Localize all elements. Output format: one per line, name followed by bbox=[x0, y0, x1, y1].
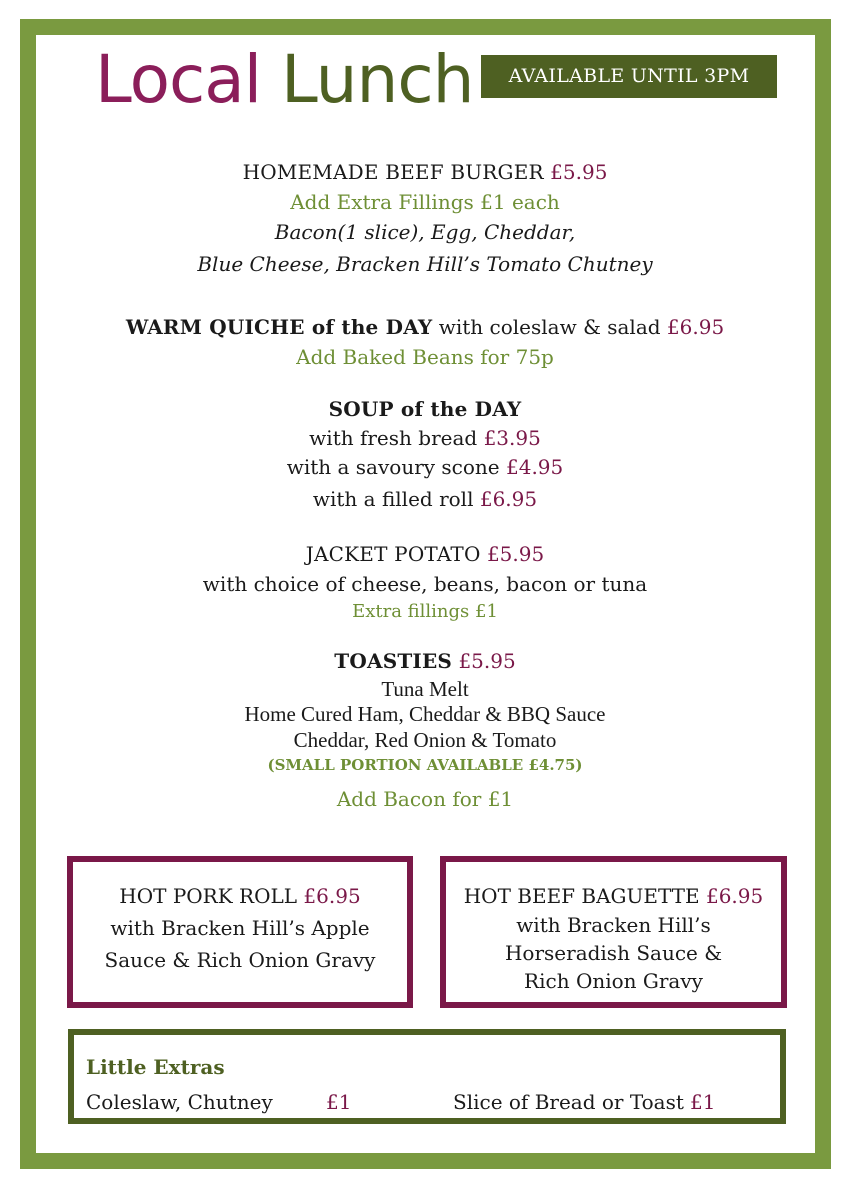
menu-title bbox=[95, 40, 473, 120]
beef-baguette-box bbox=[440, 856, 787, 1008]
burger-fillings-line1: Bacon(1 slice), Egg, Cheddar, bbox=[274, 220, 576, 244]
beef-baguette-name: HOT BEEF BAGUETTE bbox=[463, 884, 700, 908]
extra-item-2-name: Slice of Bread or Toast bbox=[453, 1090, 684, 1114]
beef-baguette-line3: Rich Onion Gravy bbox=[524, 969, 703, 993]
pork-roll-box bbox=[67, 856, 413, 1008]
extra-item-1-price: £1 bbox=[326, 1090, 352, 1114]
title-word-local: Local bbox=[95, 41, 262, 118]
extra-item-2-price: £1 bbox=[690, 1090, 716, 1114]
soup-option-desc: with a filled roll bbox=[312, 487, 474, 511]
toasties-name: TOASTIES bbox=[334, 649, 453, 673]
toasties-heading bbox=[40, 649, 810, 673]
pork-roll-line2: Sauce & Rich Onion Gravy bbox=[104, 948, 376, 972]
soup-option-1 bbox=[40, 426, 810, 450]
little-extras-title: Little Extras bbox=[86, 1055, 225, 1079]
toastie-item-1: Tuna Melt bbox=[381, 677, 469, 701]
burger-extras-note: Add Extra Fillings £1 each bbox=[290, 190, 560, 214]
soup-option-desc: with fresh bread bbox=[309, 426, 478, 450]
toastie-item-2: Home Cured Ham, Cheddar & BBQ Sauce bbox=[244, 702, 606, 726]
quiche-desc: with coleslaw & salad bbox=[438, 315, 661, 339]
quiche-extras-note: Add Baked Beans for 75p bbox=[296, 345, 554, 369]
soup-name: SOUP of the DAY bbox=[328, 397, 522, 421]
availability-badge: AVAILABLE UNTIL 3PM bbox=[481, 55, 777, 98]
soup-option-2 bbox=[40, 455, 810, 479]
toasties-small-portion: (SMALL PORTION AVAILABLE £4.75) bbox=[267, 756, 583, 774]
quiche-heading bbox=[40, 315, 810, 339]
toastie-item-3: Cheddar, Red Onion & Tomato bbox=[293, 728, 557, 752]
burger-fillings-line2: Blue Cheese, Bracken Hill’s Tomato Chutney bbox=[197, 252, 653, 276]
jacket-price: £5.95 bbox=[486, 542, 545, 566]
little-extras-box bbox=[68, 1029, 786, 1124]
burger-price: £5.95 bbox=[550, 160, 608, 184]
extra-item-1-name: Coleslaw, Chutney bbox=[86, 1090, 273, 1114]
jacket-extras-note: Extra fillings £1 bbox=[352, 601, 498, 622]
soup-option-price: £4.95 bbox=[506, 455, 564, 479]
pork-roll-price: £6.95 bbox=[303, 884, 361, 908]
quiche-name: WARM QUICHE of the DAY bbox=[125, 315, 433, 339]
quiche-price: £6.95 bbox=[666, 315, 725, 339]
jacket-desc: with choice of cheese, beans, bacon or tuna bbox=[202, 572, 648, 596]
burger-heading bbox=[40, 160, 810, 184]
jacket-heading bbox=[40, 542, 810, 566]
toasties-extras-note: Add Bacon for £1 bbox=[336, 787, 514, 811]
title-word-lunch: Lunch bbox=[281, 41, 474, 118]
beef-baguette-heading bbox=[446, 884, 781, 908]
toasties-price: £5.95 bbox=[458, 649, 516, 673]
soup-option-price: £6.95 bbox=[479, 487, 538, 511]
burger-name: HOMEMADE BEEF BURGER bbox=[242, 160, 544, 184]
soup-option-desc: with a savoury scone bbox=[286, 455, 500, 479]
soup-option-price: £3.95 bbox=[483, 426, 541, 450]
pork-roll-name: HOT PORK ROLL bbox=[119, 884, 298, 908]
jacket-name: JACKET POTATO bbox=[305, 542, 481, 566]
pork-roll-heading bbox=[73, 884, 407, 908]
beef-baguette-price: £6.95 bbox=[705, 884, 764, 908]
pork-roll-line1: with Bracken Hill’s Apple bbox=[110, 916, 370, 940]
soup-option-3 bbox=[40, 487, 810, 511]
beef-baguette-line1: with Bracken Hill’s bbox=[516, 913, 711, 937]
beef-baguette-line2: Horseradish Sauce & bbox=[504, 941, 723, 965]
